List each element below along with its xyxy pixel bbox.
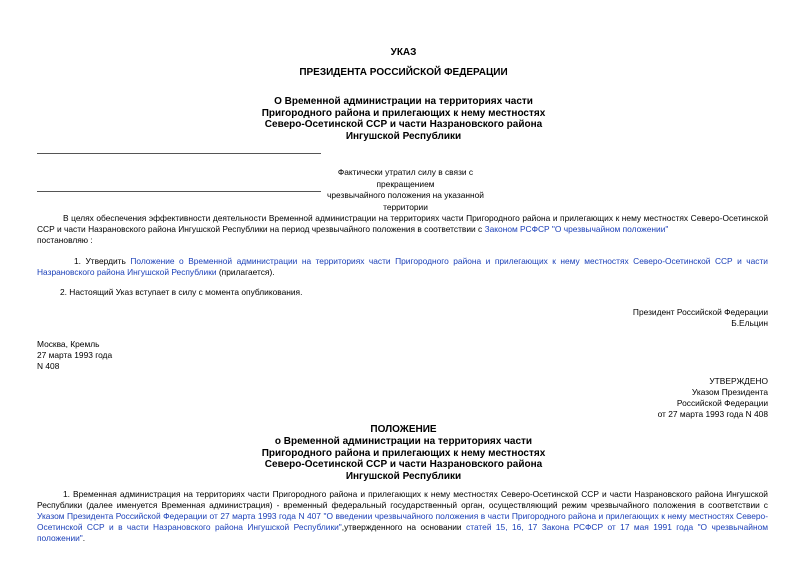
divider-bottom (37, 191, 321, 192)
regulation-text: ,утвержденного на основании (341, 522, 467, 532)
signatory-name: Б.Ельцин (731, 318, 768, 328)
document-number: N 408 (37, 361, 60, 371)
document-type: УКАЗ (390, 47, 417, 58)
regulation-text: . (82, 533, 86, 543)
regulation-title: ПОЛОЖЕНИЕ (370, 424, 437, 435)
validity-note (318, 167, 493, 213)
regulation-subject-line: Северо-Осетинской ССР и части Назрановского района (264, 459, 543, 470)
decree-word: постановляю : (37, 235, 93, 245)
issuer: ПРЕЗИДЕНТА РОССИЙСКОЙ ФЕДЕРАЦИИ (299, 67, 508, 78)
validity-note-line: чрезвычайного положения на указанной территории (327, 190, 484, 212)
approval-line: Российской Федерации (676, 398, 768, 408)
divider-top (37, 153, 321, 154)
subject-line: Северо-Осетинской ССР и части Назрановского района (264, 119, 543, 130)
validity-note-line: Фактически утратил силу в связи с прекращением (337, 167, 474, 189)
regulation-subject-line: Ингушской Республики (345, 470, 462, 482)
item-2: 2. Настоящий Указ вступает в силу с момента опубликования. (60, 287, 303, 297)
item-1-prefix: 1. Утвердить (74, 256, 131, 266)
subject-line: О Временной администрации на территориях части (274, 96, 533, 107)
place: Москва, Кремль (37, 339, 100, 349)
regulation-subject (0, 436, 807, 482)
law-articles-link[interactable]: статей 15, 16, 17 Закона РСФСР от 17 мая 1991 года "О чрезвычайном положении" (37, 522, 768, 543)
approval-line: Указом Президента (691, 387, 768, 397)
preamble (37, 213, 768, 235)
regulation-paragraph-1 (37, 489, 768, 544)
regulation-subject-line: о Временной администрации на территориях части (274, 436, 533, 447)
regulation-subject-line: Пригородного района и прилегающих к нему местностях (261, 447, 546, 459)
subject-line: Пригородного района и прилегающих к нему местностях (261, 107, 546, 119)
item-1-suffix: (прилагается). (216, 267, 275, 277)
signatory-position: Президент Российской Федерации (632, 307, 768, 317)
date: 27 марта 1993 года (37, 350, 113, 360)
decree-407-link[interactable]: Указом Президента Российской Федерации от 27 марта 1993 года N 407 "О введении чрезвычайного положения в части Пригородного района и прилегающих к нему местностях Северо-Осетинской ССР и в части Назрановского района Ингушской Республики" (37, 511, 768, 532)
item-1 (37, 256, 768, 278)
approval-line: УТВЕРЖДЕНО (709, 376, 768, 386)
approval-block (500, 376, 768, 420)
preamble-text: В целях обеспечения эффективности деятельности Временной администрации на территориях части Пригородного района и прилегающих к нему местностях Северо-Осетинской ССР и части Назрановского района Ингушской Республики на период чрезвычайного положения в соответствии с (37, 213, 768, 234)
place-date-block (37, 339, 112, 372)
law-link[interactable]: Законом РСФСР "О чрезвычайном положении" (484, 224, 669, 234)
document-subject (0, 96, 807, 142)
regulation-text: 1. Временная администрация на территориях части Пригородного района и прилегающих к нему местностях Северо-Осетинской ССР и части Назрановского района Ингушской Республики (далее именуется Временная администрация) - временный федеральный государственный орган, осуществляющий режим чрезвычайного положения в соответствии с (37, 489, 768, 510)
regulation-link[interactable]: Положение о Временной администрации на территориях части Пригородного района и прилегающих к нему местностях Северо-Осетинской ССР и части Назрановского района Ингушской Республики (37, 256, 768, 277)
approval-line: от 27 марта 1993 года N 408 (657, 409, 768, 419)
signature-block (500, 307, 768, 329)
subject-line: Ингушской Республики (345, 130, 462, 142)
